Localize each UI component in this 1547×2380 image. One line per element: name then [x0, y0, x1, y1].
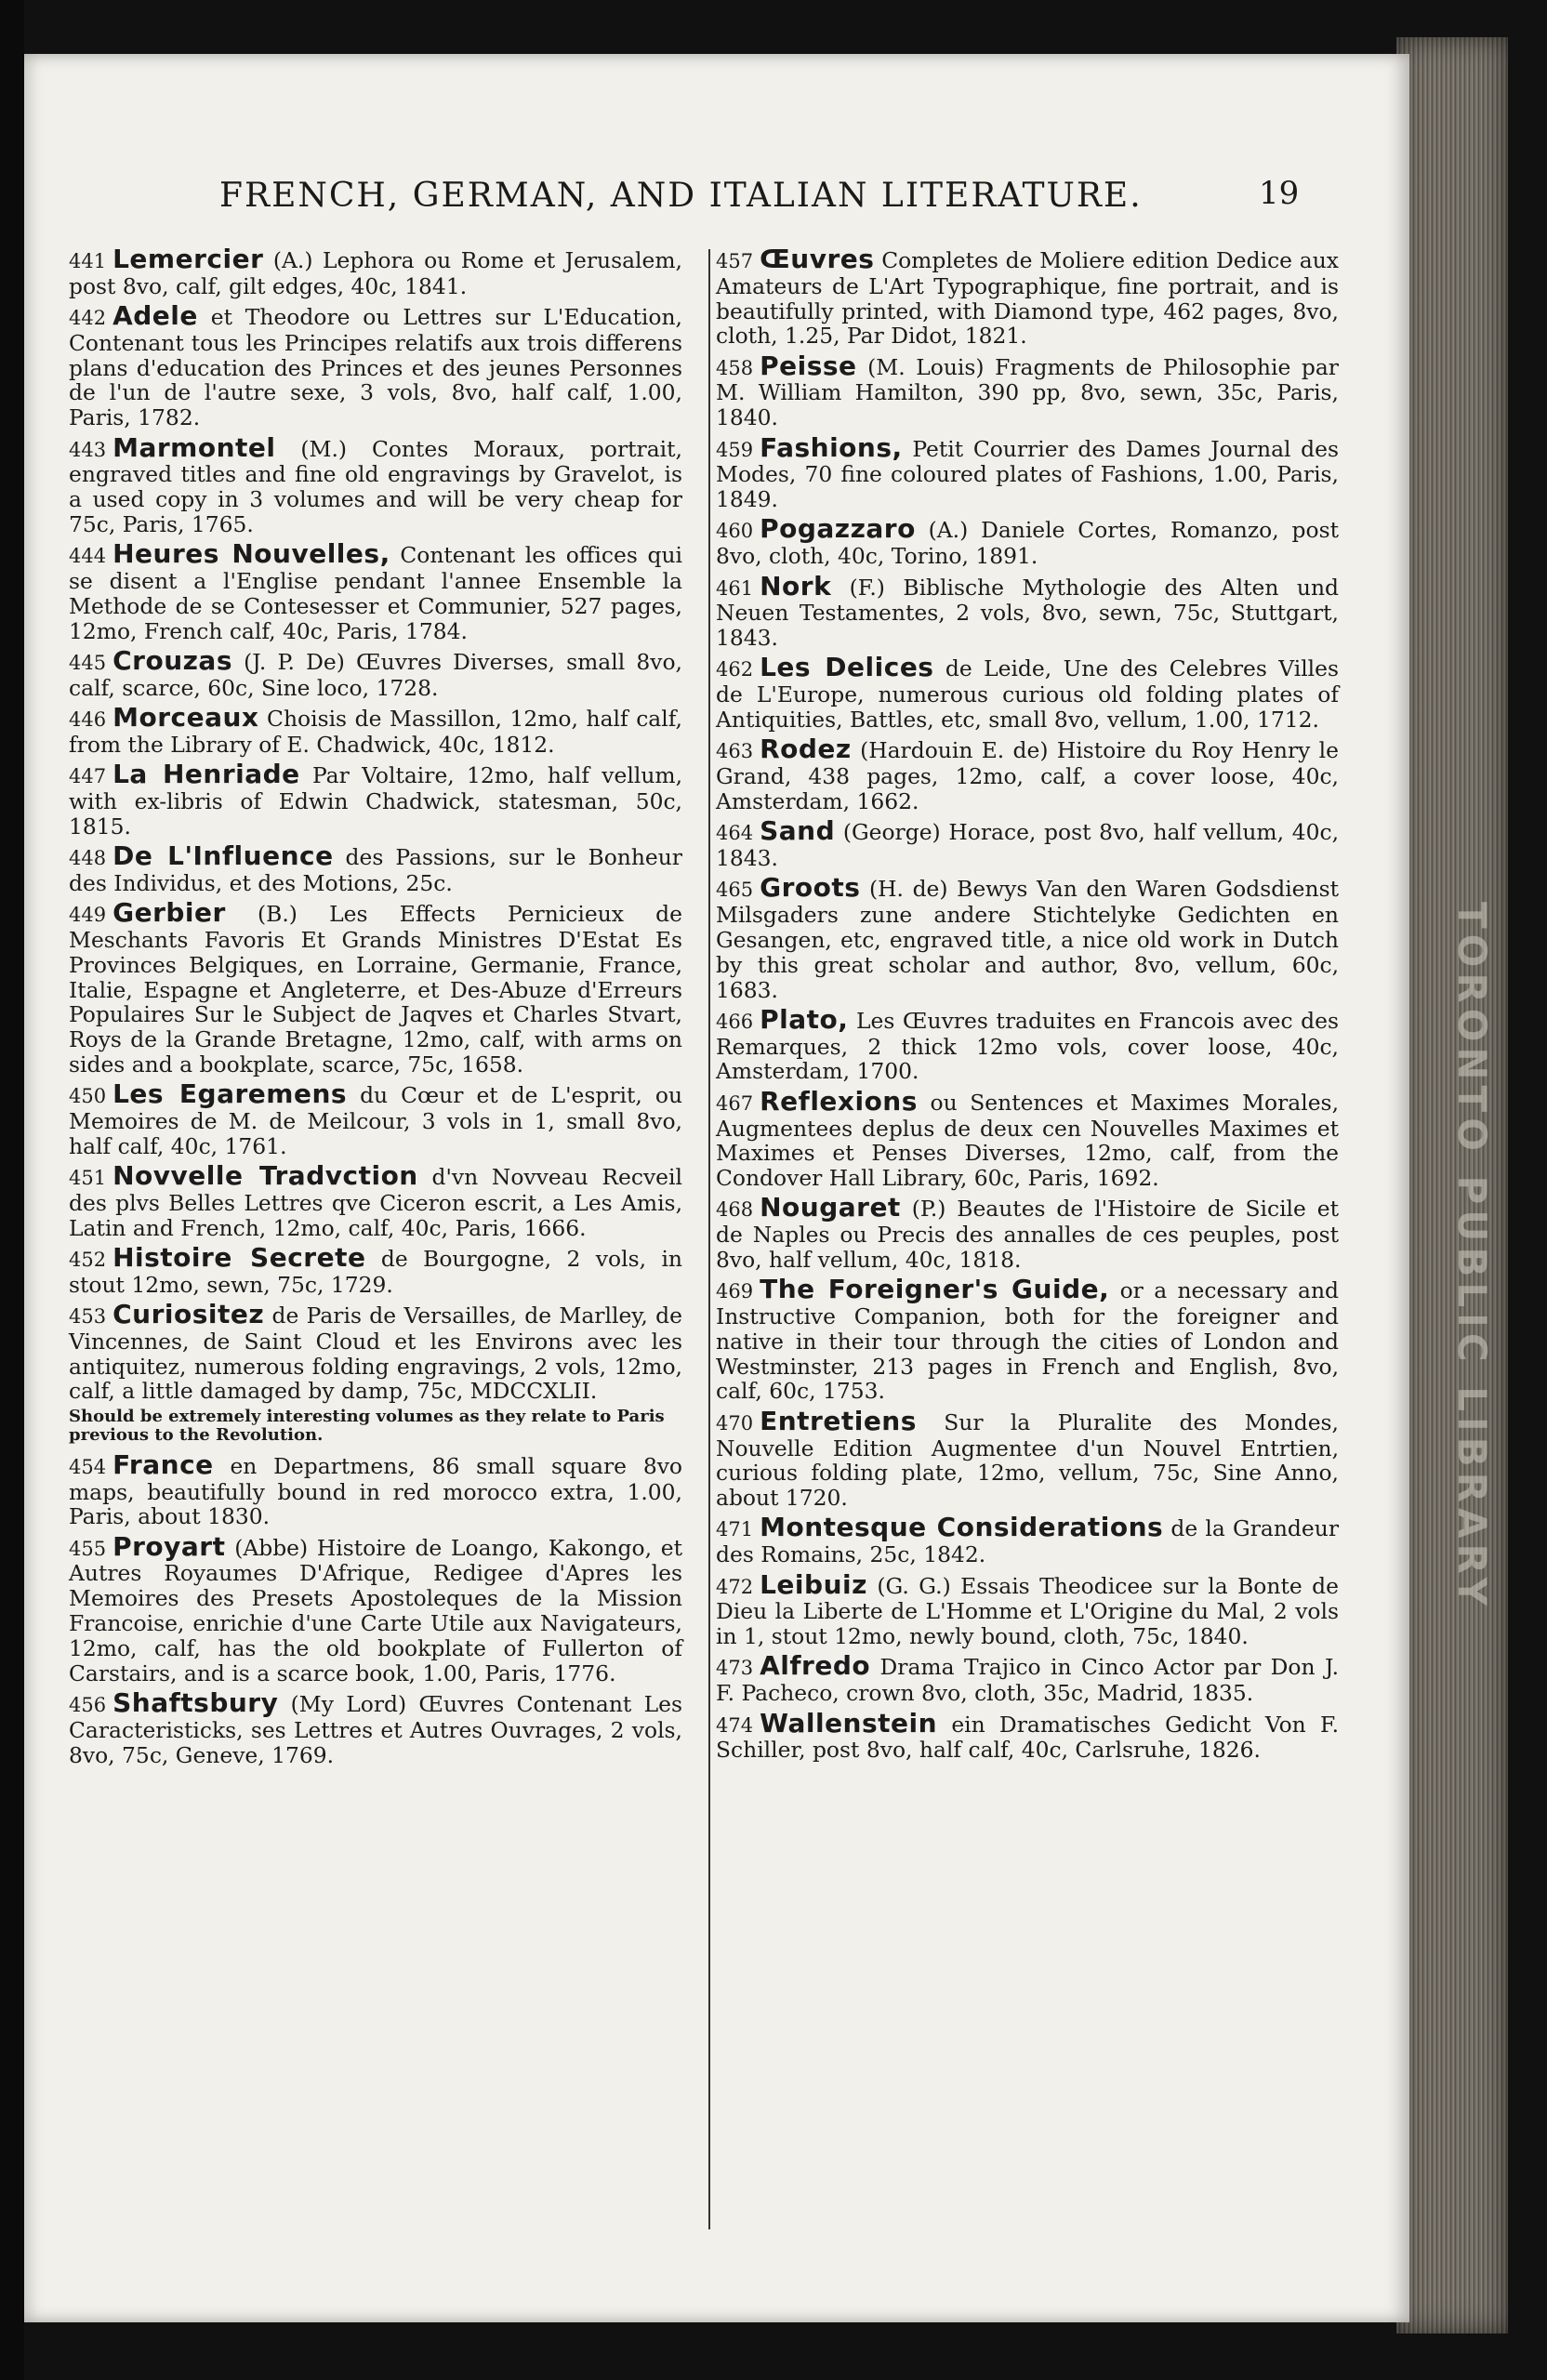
catalog-entry — [69, 1160, 682, 1241]
entry-number: 459 — [716, 438, 754, 461]
entry-description: (Abbe) Histoire de Loango, Kakongo, et Autres Royaumes D'Afrique, Redigee d'Apres les Memoires des Presets Apostoleques de la Mission Francoise, enrichie d'une Carte Utile aux Navigateurs, 12mo, calf, has the old bookplate of Fullerton of Carstairs, and is a scarce book, 1.00, Paris, 1776. — [69, 1534, 682, 1686]
catalog-entry — [716, 652, 1339, 734]
entry-number: 455 — [69, 1537, 107, 1560]
entry-description: (B.) Les Effects Pernicieux de Meschants Favoris Et Grands Ministres D'Estat Es Provinces Belgiques, en Lorraine, Germanie, France, Italie, Espagne et Angleterre, et Des-Abuze d'Erreurs Populaires Sur le Subject de Jaqves et Charles Stvart, Roys de la Grande Bretagne, 12mo, calf, with arms on sides and a bookplate, scarce, 75c, 1658. — [69, 901, 682, 1078]
entry-number: 470 — [716, 1411, 754, 1435]
entry-number: 465 — [716, 879, 754, 902]
entry-description: (A.) Daniele Cortes, Romanzo, post 8vo, cloth, 40c, Torino, 1891. — [716, 517, 1339, 570]
entry-headword: Wallenstein — [760, 1707, 938, 1739]
entry-number: 453 — [69, 1305, 107, 1329]
entry-number: 445 — [69, 651, 107, 674]
catalog-entry — [716, 1192, 1339, 1273]
entry-headword: Œuvres — [760, 244, 875, 274]
entry-number: 449 — [69, 904, 107, 927]
entry-number: 442 — [69, 307, 107, 330]
entry-headword: Alfredo — [760, 1650, 871, 1682]
catalog-entry — [69, 244, 682, 299]
catalog-entry — [69, 1241, 682, 1298]
entry-description: (P.) Beautes de l'Histoire de Sicile et de Naples ou Precis des annalles de ces peuples, post 8vo, half vellum, 40c, 1818. — [716, 1196, 1339, 1273]
entry-headword: Pogazzaro — [760, 513, 916, 545]
entry-number: 468 — [716, 1198, 754, 1222]
entry-number: 444 — [69, 545, 107, 568]
catalog-entry — [69, 538, 682, 644]
entry-number: 464 — [716, 822, 754, 845]
entry-number: 474 — [716, 1713, 754, 1737]
entry-number: 448 — [69, 847, 107, 870]
entry-headword: Morceaux — [112, 702, 259, 734]
entry-description: Choisis de Massillon, 12mo, half calf, from the Library of E. Chadwick, 40c, 1812. — [69, 706, 682, 758]
entry-description: Petit Courrier des Dames Journal des Modes, 70 fine coloured plates of Fashions, 1.00, Paris, 1849. — [716, 435, 1339, 513]
entry-number: 458 — [716, 356, 754, 379]
entry-number: 462 — [716, 658, 754, 681]
entry-description: (G. G.) Essais Theodicee sur la Bonte de Dieu la Liberte de L'Homme et L'Origine du Mal, 2 vols in 1, stout 12mo, newly bound, cloth, 75c, 1840. — [716, 1572, 1339, 1650]
entry-headword: Leibuiz — [760, 1568, 867, 1600]
catalog-entry — [716, 1512, 1339, 1568]
column-divider — [708, 249, 710, 2229]
entry-headword: Fashions, — [760, 431, 903, 463]
entry-headword: Heures Nouvelles, — [112, 538, 390, 570]
catalog-entry — [716, 350, 1339, 431]
entry-description: (J. P. De) Œuvres Diverses, small 8vo, calf, scarce, 60c, Sine loco, 1728. — [69, 648, 682, 701]
entry-headword: Histoire Secrete — [112, 1241, 366, 1273]
catalog-entry — [69, 840, 682, 896]
catalog-entry — [69, 759, 683, 840]
entry-number: 471 — [716, 1518, 754, 1541]
entry-number: 452 — [69, 1248, 107, 1271]
entry-description: ou Sentences et Maximes Morales, Augmentees deplus de deux cen Nouvelles Maximes et Maximes et Penses Diverses, 12mo, calf, from the Condover Hall Library, 60c, Paris, 1692. — [716, 1089, 1339, 1192]
entry-description: de Bourgogne, 2 vols, in stout 12mo, sewn, 75c, 1729. — [69, 1245, 682, 1298]
entry-headword: Crouzas — [112, 644, 232, 676]
catalog-entry — [716, 815, 1339, 872]
entry-description: de Paris de Versailles, de Marlley, de Vincennes, de Saint Cloud et les Environs avec les antiquitez, numerous folding engravings, 2 vols, 12mo, calf, a little damaged by damp, 75c, MDCCXLII. — [69, 1302, 682, 1405]
entry-headword: Les Delices — [760, 652, 934, 683]
entry-description: (George) Horace, post 8vo, half vellum, 40c, 1843. — [716, 819, 1339, 872]
catalog-entry — [716, 734, 1339, 814]
entry-number: 446 — [69, 708, 107, 732]
catalog-entry — [716, 570, 1339, 652]
catalog-entry — [69, 897, 682, 1078]
catalog-entry — [716, 244, 1339, 350]
entry-headword: Plato, — [760, 1003, 849, 1035]
entry-headword: Nork — [760, 570, 832, 602]
entry-headword: De L'Influence — [112, 840, 334, 872]
catalog-entry — [69, 300, 682, 431]
catalog-entry — [716, 1085, 1339, 1192]
catalog-entry — [716, 1707, 1339, 1764]
catalog-entry — [716, 1274, 1339, 1405]
entry-headword: The Foreigner's Guide, — [760, 1274, 1110, 1305]
entry-headword: Marmontel — [112, 431, 276, 463]
entry-number: 472 — [716, 1575, 754, 1598]
catalog-entry — [69, 1530, 682, 1686]
entry-description: (H. de) Bewys Van den Waren Godsdienst Milsgaders zune andere Stichtelyke Gedichten en Gesangen, etc, engraved title, a nice old work in Dutch by this great scholar and author, 8vo, vellum, 60c, 1683. — [716, 876, 1339, 1003]
catalog-note: Should be extremely interesting volumes as they relate to Paris previous to the Revolution. — [69, 1406, 665, 1445]
library-stamp: TORONTO PUBLIC LIBRARY — [1449, 902, 1495, 1611]
entry-headword: La Henriade — [112, 759, 300, 790]
entry-number: 461 — [716, 576, 754, 600]
entry-description: (F.) Biblische Mythologie des Alten und Neuen Testamentes, 2 vols, 8vo, sewn, 75c, Stuttgart, 1843. — [716, 574, 1339, 652]
entry-description: (My Lord) Œuvres Contenant Les Caracteristicks, ses Lettres et Autres Ouvrages, 2 vols, 8vo, 75c, Geneve, 1769. — [69, 1690, 682, 1768]
entry-headword: Les Egaremens — [112, 1078, 348, 1110]
entry-number: 460 — [716, 520, 754, 543]
entry-description: Drama Trajico in Cinco Actor par Don J. F. Pacheco, crown 8vo, cloth, 35c, Madrid, 1835. — [716, 1654, 1339, 1707]
left-background — [0, 0, 24, 2380]
entry-number: 451 — [69, 1167, 107, 1190]
entry-description: et Theodore ou Lettres sur L'Education, Contenant tous les Principes relatifs aux trois differens plans d'education des Princes et des jeunes Personnes de l'un de l'autre sexe, 3 vols, 8vo, half calf, 1.00, Paris, 1782. — [69, 304, 682, 431]
entry-number: 456 — [69, 1693, 107, 1716]
entry-description: des Passions, sur le Bonheur des Individus, et des Motions, 25c. — [69, 844, 682, 896]
catalog-entry — [716, 1568, 1339, 1650]
right-column — [716, 244, 1339, 1768]
entry-description: Par Voltaire, 12mo, half vellum, with ex-libris of Edwin Chadwick, statesman, 50c, 1815. — [69, 762, 683, 840]
entry-headword: Novvelle Tradvction — [112, 1160, 418, 1192]
entry-description: (M.) Contes Moraux, portrait, engraved titles and fine old engravings by Gravelot, is a used copy in 3 volumes and will be very cheap for 75c, Paris, 1765. — [69, 435, 682, 537]
catalog-entry — [716, 1650, 1339, 1707]
entry-description: Contenant les offices qui se disent a l'Englise pendant l'annee Ensemble la Methode de se Contesesser et Communier, 527 pages, 12mo, French calf, 40c, Paris, 1784. — [69, 542, 682, 644]
catalog-entry — [716, 872, 1339, 1003]
entry-number: 447 — [69, 765, 107, 788]
entry-headword: Nougaret — [760, 1192, 901, 1223]
entry-headword: Adele — [112, 300, 198, 332]
entry-number: 473 — [716, 1657, 754, 1680]
catalog-entry — [69, 1686, 682, 1768]
entry-headword: Sand — [760, 815, 836, 847]
entry-headword: Peisse — [760, 350, 857, 381]
catalog-entry — [69, 702, 682, 758]
entry-number: 450 — [69, 1085, 107, 1108]
entry-number: 441 — [69, 250, 107, 272]
entry-headword: France — [112, 1448, 214, 1480]
left-column — [69, 244, 683, 1773]
catalog-entry — [69, 1299, 682, 1405]
entry-description: (Hardouin E. de) Histoire du Roy Henry le Grand, 438 pages, 12mo, calf, a cover loose, 40c, Amsterdam, 1662. — [716, 737, 1339, 814]
catalog-entry — [69, 431, 682, 537]
entry-description: ein Dramatisches Gedicht Von F. Schiller, post 8vo, half calf, 40c, Carlsruhe, 1826. — [716, 1711, 1339, 1764]
entry-description: Completes de Moliere edition Dedice aux Amateurs de L'Art Typographique, fine portrait, and is beautifully printed, with Diamond type, 462 pages, 8vo, cloth, 1.25, Par Didot, 1821. — [716, 247, 1339, 350]
catalog-entry — [716, 1405, 1339, 1512]
catalog-entry — [716, 513, 1339, 570]
entry-headword: Curiositez — [112, 1299, 265, 1330]
entry-headword: Lemercier — [112, 244, 264, 274]
catalog-entry — [69, 644, 682, 701]
catalog-entry — [69, 1078, 683, 1159]
page-number: 19 — [1259, 175, 1300, 212]
entry-headword: Rodez — [760, 734, 852, 765]
entry-headword: Montesque Considerations — [760, 1512, 1164, 1543]
entry-headword: Shaftsbury — [112, 1686, 279, 1718]
catalog-entry — [716, 1003, 1339, 1085]
entry-headword: Reflexions — [760, 1085, 918, 1117]
entry-headword: Gerbier — [112, 897, 226, 929]
entry-number: 443 — [69, 438, 107, 461]
entry-headword: Entretiens — [760, 1405, 917, 1436]
entry-description: d'vn Novveau Recveil des plvs Belles Lettres qve Ciceron escrit, a Les Amis, Latin and French, 12mo, calf, 40c, Paris, 1666. — [69, 1164, 682, 1241]
entry-description: (A.) Lephora ou Rome et Jerusalem, post 8vo, calf, gilt edges, 40c, 1841. — [69, 247, 682, 299]
entry-number: 463 — [716, 740, 754, 763]
entry-description: en Departmens, 86 small square 8vo maps, beautifully bound in red morocco extra, 1.00, Paris, about 1830. — [69, 1452, 682, 1530]
entry-number: 466 — [716, 1010, 754, 1033]
entry-number: 467 — [716, 1091, 754, 1115]
entry-description: Les Œuvres traduites en Francois avec des Remarques, 2 thick 12mo vols, cover loose, 40c, Amsterdam, 1700. — [716, 1007, 1339, 1085]
catalog-entry — [69, 1448, 682, 1530]
entry-description: (M. Louis) Fragments de Philosophie par M. William Hamilton, 390 pp, 8vo, sewn, 35c, Paris, 1840. — [716, 353, 1339, 431]
entry-number: 457 — [716, 250, 754, 272]
entry-description: de la Grandeur des Romains, 25c, 1842. — [716, 1515, 1339, 1568]
entry-number: 454 — [69, 1455, 107, 1478]
entry-headword: Groots — [760, 872, 861, 904]
entry-headword: Proyart — [112, 1530, 226, 1562]
entry-description: or a necessary and Instructive Companion, both for the foreigner and native in their tour through the cities of London and Westminster, 213 pages in French and English, 8vo, calf, 60c, 1753. — [716, 1277, 1339, 1405]
entry-description: de Leide, Une des Celebres Villes de L'Europe, numerous curious old folding plates of Antiquities, Battles, etc, small 8vo, vellum, 1.00, 1712. — [716, 655, 1339, 734]
entry-description: Sur la Pluralite des Mondes, Nouvelle Edition Augmentee d'un Nouvel Entrtien, curious folding plate, 12mo, vellum, 75c, Sine Anno, about 1720. — [716, 1408, 1339, 1512]
entry-description: du Cœur et de L'esprit, ou Memoires de M. de Meilcour, 3 vols in 1, small 8vo, half calf, 40c, 1761. — [69, 1082, 683, 1159]
entry-number: 469 — [716, 1280, 754, 1303]
catalog-entry — [716, 431, 1339, 513]
running-header: FRENCH, GERMAN, AND ITALIAN LITERATURE. — [219, 177, 1143, 215]
